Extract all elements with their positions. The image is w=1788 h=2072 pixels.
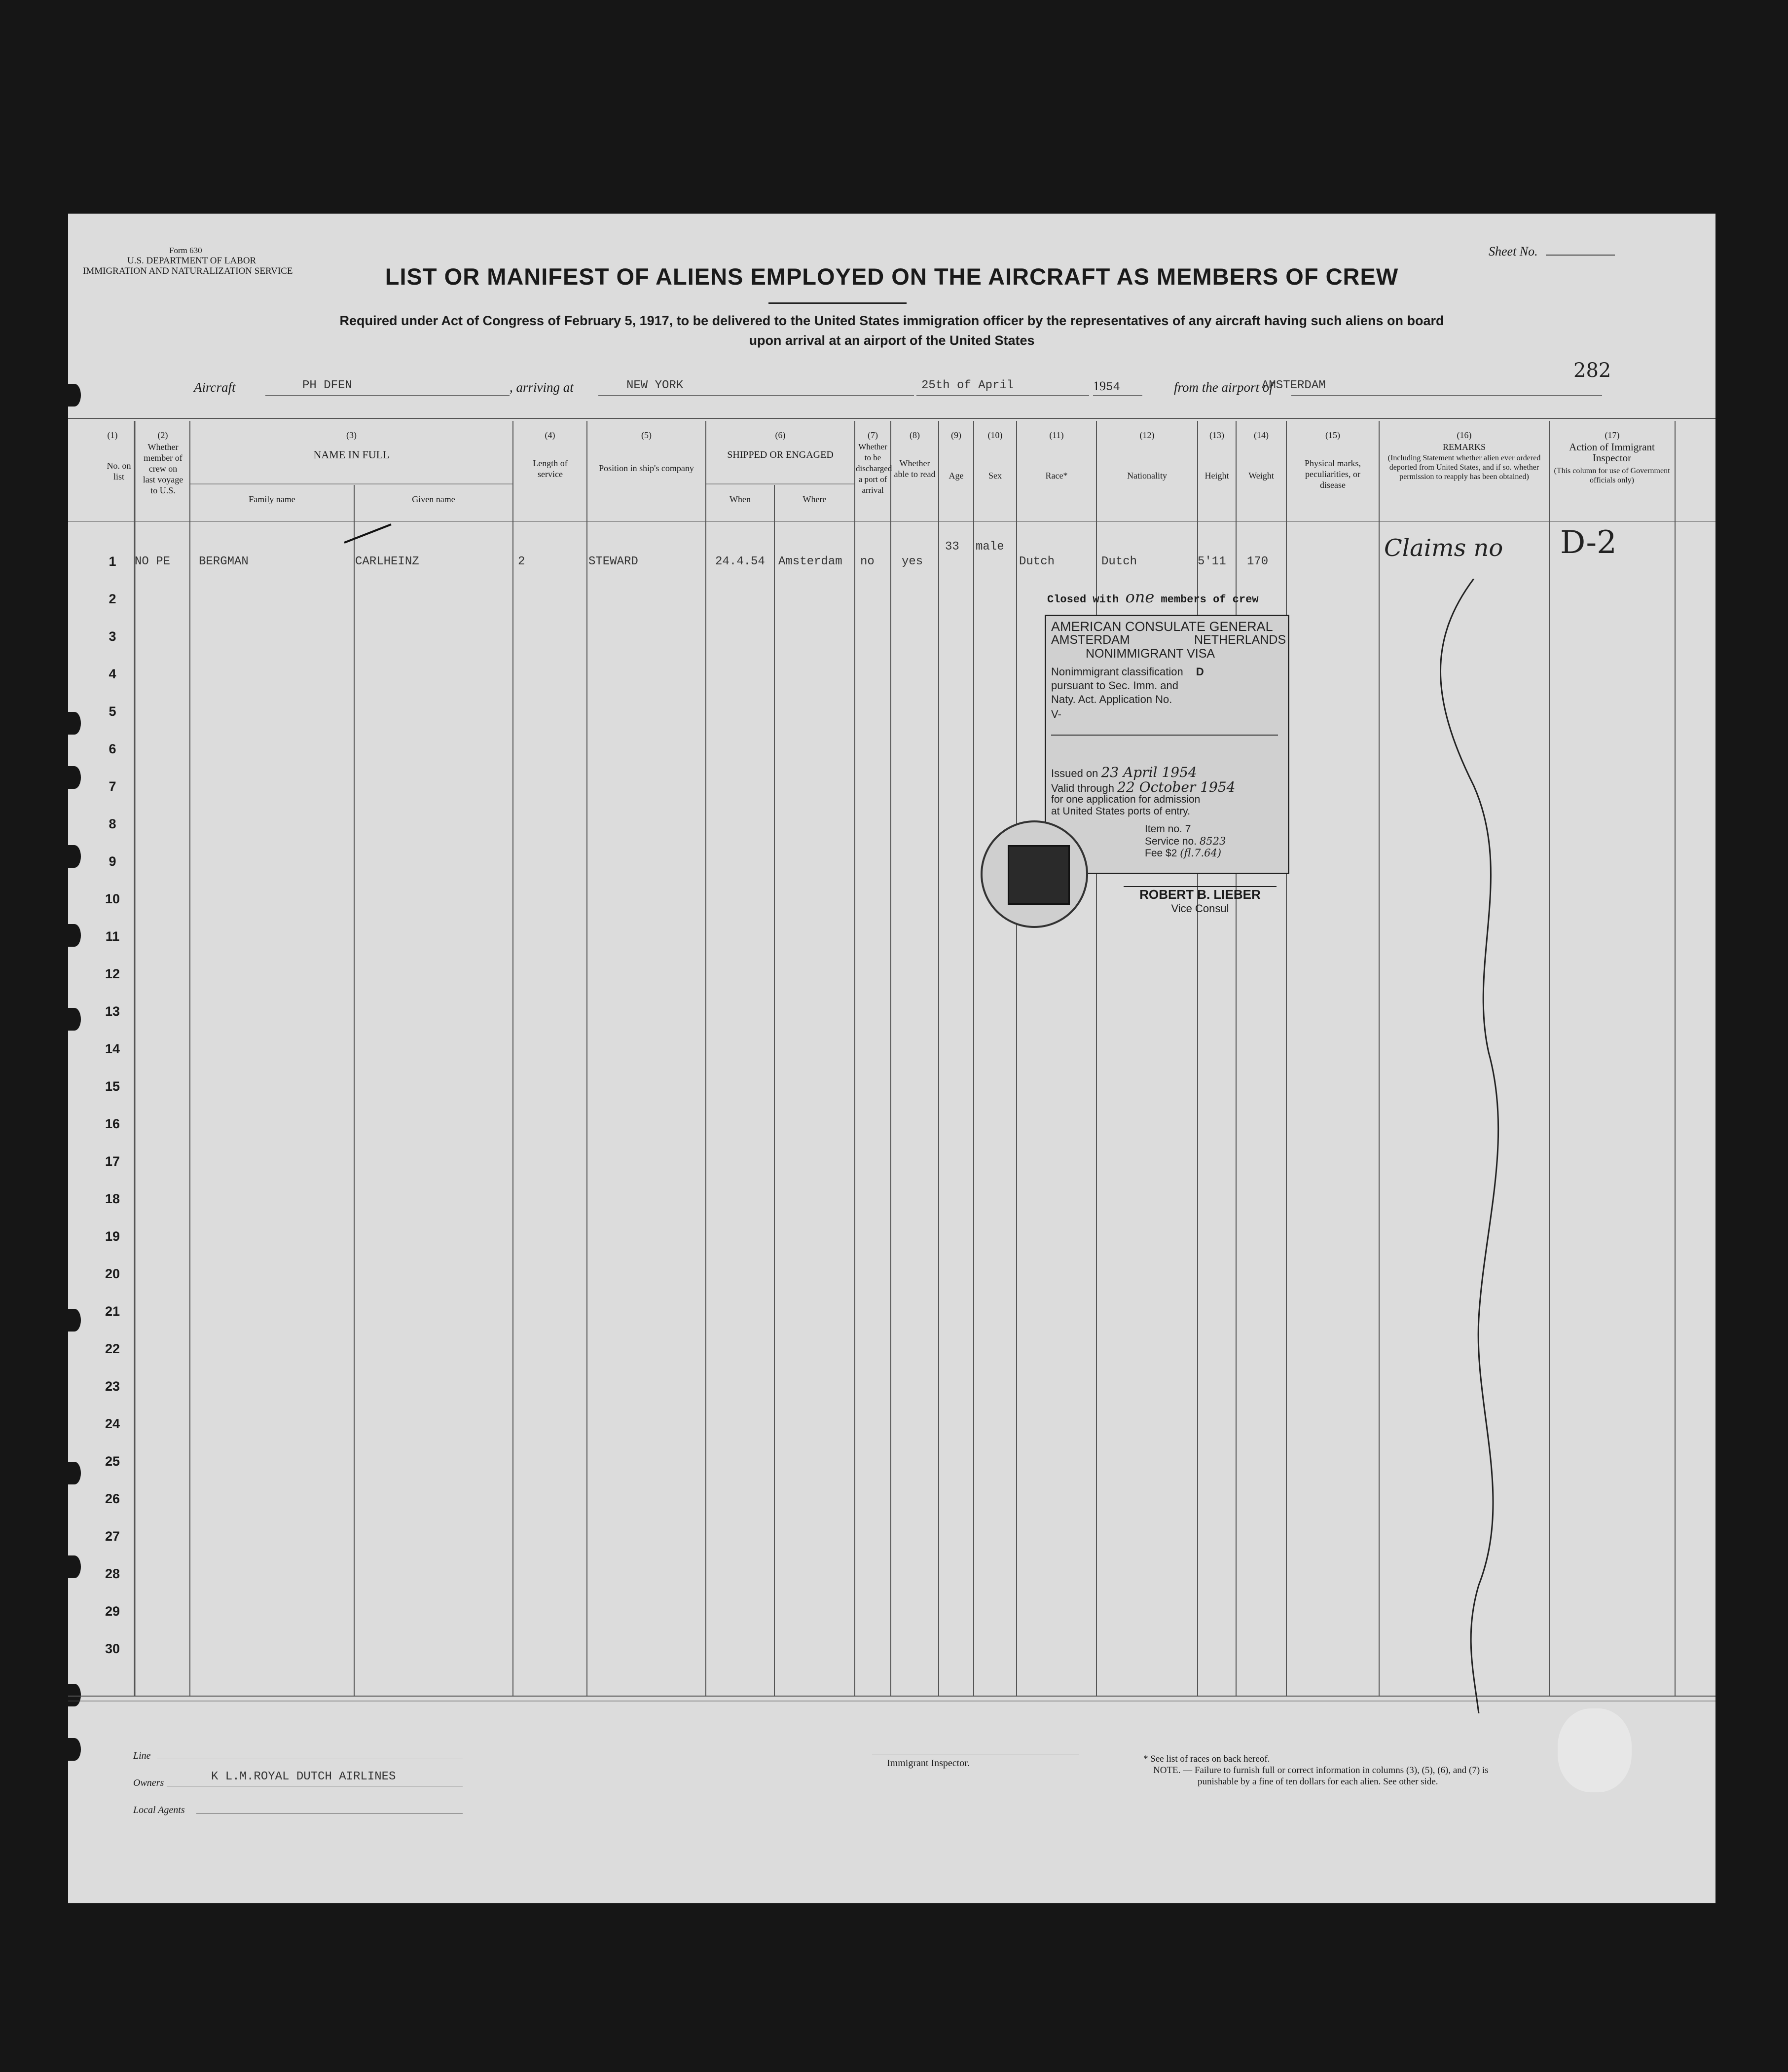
row-number: 24 [105, 1416, 120, 1431]
cell-able-to-read: yes [902, 555, 923, 568]
row-number: 13 [105, 1004, 120, 1019]
row-number: 27 [105, 1529, 120, 1544]
col-7-num: (7) [868, 430, 878, 440]
manifest-sheet [68, 214, 1715, 1903]
visa-stamp [1045, 615, 1289, 874]
col-7-label: Whether to be discharged a port of arrival [856, 442, 892, 495]
col-13-num: (13) [1209, 430, 1224, 440]
cell-height: 5'11 [1198, 555, 1226, 568]
year-printed: 19 [1093, 379, 1106, 393]
from-airport-label: from the airport of [1174, 380, 1273, 395]
signature-mark [1124, 872, 1277, 887]
col-11-label: Race* [1045, 471, 1068, 481]
row-number: 1 [109, 554, 116, 569]
row-number: 16 [105, 1116, 120, 1131]
row-number: 18 [105, 1191, 120, 1206]
col-17-label: Action of Immigrant Inspector [1569, 441, 1655, 464]
col-15-num: (15) [1325, 430, 1340, 440]
col-17-num: (17) [1605, 430, 1620, 440]
service-name: IMMIGRATION AND NATURALIZATION SERVICE [83, 266, 293, 276]
arrival-date: 25th of April [921, 379, 1014, 392]
row-number: 7 [109, 779, 116, 794]
cell-sex: male [976, 540, 1004, 554]
col-3-label: NAME IN FULL [313, 448, 390, 461]
col-4-label: Length of service [533, 458, 568, 479]
footer-owners-label: Owners [133, 1777, 164, 1788]
footer-agents-label: Local Agents [133, 1805, 185, 1815]
consul-name: ROBERT B. LIEBER [1139, 887, 1261, 902]
aircraft-label: Aircraft [194, 380, 236, 395]
ditto-wave-line [1400, 579, 1528, 1723]
cell-race: Dutch [1019, 555, 1055, 568]
stamp-fee [1145, 847, 1221, 859]
arriving-value: NEW YORK [626, 379, 684, 392]
paper-blemish [1558, 1708, 1632, 1792]
col-3-num: (3) [346, 430, 357, 440]
col-8-num: (8) [910, 430, 920, 440]
cell-family-name: BERGMAN [199, 555, 249, 568]
stamp-valid-label: Valid through [1051, 782, 1115, 794]
stamp-country: NETHERLANDS [1194, 633, 1286, 647]
col-5-num: (5) [641, 430, 652, 440]
closed-with-note [1047, 588, 1259, 606]
stamp-ports: at United States ports of entry. [1051, 806, 1191, 817]
cell-where: Amsterdam [778, 555, 842, 568]
closed-note-hand: one [1125, 588, 1155, 606]
cell-crew-last-voyage: NO PE [135, 555, 171, 568]
row-number: 23 [105, 1379, 120, 1394]
row-number: 15 [105, 1079, 120, 1094]
cell-discharged: no [860, 555, 875, 568]
stamp-service-value: 8523 [1199, 835, 1226, 847]
cell-inspector-action: D-2 [1560, 524, 1617, 561]
row-number: 14 [105, 1041, 120, 1056]
col-5-label: Position in ship's company [599, 463, 694, 473]
col-14-label: Weight [1248, 471, 1274, 481]
from-airport-value: AMSTERDAM [1262, 379, 1326, 392]
stamp-class-value: D [1196, 666, 1204, 678]
stamp-item: Item no. 7 [1145, 823, 1191, 835]
col-2-num: (2) [157, 430, 168, 440]
fee-stamp [1008, 845, 1070, 905]
footer-line-label: Line [133, 1750, 151, 1761]
footer-owners-value: K L.M.ROYAL DUTCH AIRLINES [211, 1770, 396, 1783]
col-9-label: Age [949, 471, 964, 481]
subtitle-line-2: upon arrival at an airport of the United States [749, 333, 1035, 348]
row-number: 6 [109, 741, 116, 756]
col-17-sub: (This column for use of Government officials only) [1554, 467, 1670, 484]
col-4-num: (4) [545, 430, 555, 440]
cell-weight: 170 [1247, 555, 1269, 568]
stamp-valid [1051, 779, 1235, 795]
stamp-classification [1051, 666, 1204, 678]
row-number: 11 [105, 929, 120, 944]
col-2-label: Whether member of crew on last voyage to U.S. [143, 442, 183, 495]
col-12-num: (12) [1139, 430, 1155, 440]
col-6-label: SHIPPED OR ENGAGED [727, 449, 834, 460]
footer-note-1: * See list of races on back hereof. [1143, 1754, 1270, 1764]
row-number: 28 [105, 1566, 120, 1581]
footer-note-2: NOTE. — Failure to furnish full or correct information in columns (3), (5), (6), and (7) is [1153, 1765, 1489, 1776]
year-typed: 54 [1106, 381, 1120, 394]
col-16-num: (16) [1457, 430, 1472, 440]
row-number: 19 [105, 1229, 120, 1244]
stamp-class-label: Nonimmigrant classification [1051, 666, 1183, 678]
row-number: 9 [109, 854, 116, 869]
col-3-given: Given name [412, 494, 455, 504]
col-10-label: Sex [988, 471, 1002, 481]
col-14-num: (14) [1254, 430, 1269, 440]
col-11-num: (11) [1049, 430, 1064, 440]
closed-note-suffix: members of crew [1161, 593, 1259, 606]
col-12-label: Nationality [1127, 471, 1167, 481]
stamp-service-label: Service no. [1145, 836, 1197, 847]
row-number: 22 [105, 1341, 120, 1356]
row-number: 20 [105, 1266, 120, 1281]
col-8-label: Whether able to read [894, 458, 936, 479]
aircraft-value: PH DFEN [302, 379, 352, 392]
col-6-where: Where [803, 494, 827, 504]
stamp-city: AMSTERDAM [1051, 633, 1130, 647]
col-6-when: When [730, 494, 751, 504]
row-number: 3 [109, 629, 116, 644]
stamp-valid-value: 22 October 1954 [1117, 779, 1236, 795]
row-number: 4 [109, 666, 116, 681]
col-15-label: Physical marks, peculiarities, or disease [1305, 458, 1361, 490]
stamp-fee-label: Fee $2 [1145, 848, 1177, 859]
row-number: 26 [105, 1491, 120, 1506]
stamp-issued-label: Issued on [1051, 767, 1098, 779]
stamp-issued [1051, 764, 1197, 780]
col-1-num: (1) [107, 430, 118, 440]
stamp-blank-line [1051, 735, 1278, 736]
form-number: Form 630 [169, 246, 202, 255]
row-number: 29 [105, 1604, 120, 1619]
subtitle-line-1: Required under Act of Congress of February 5, 1917, to be delivered to the United States immigration officer by the representatives of any aircraft having such aliens on board [339, 313, 1444, 328]
cell-length-of-service: 2 [518, 555, 525, 568]
col-3-family: Family name [249, 494, 295, 504]
col-9-num: (9) [951, 430, 961, 440]
row-number: 25 [105, 1454, 120, 1469]
row-number: 17 [105, 1154, 120, 1169]
sheet-label-text: Sheet No. [1489, 244, 1538, 259]
cell-nationality: Dutch [1101, 555, 1137, 568]
stamp-admission: for one application for admission [1051, 794, 1201, 805]
consul-title: Vice Consul [1171, 902, 1229, 915]
stamp-consulate: AMERICAN CONSULATE GENERAL [1051, 619, 1273, 634]
row-number: 2 [109, 592, 116, 606]
department-name: U.S. DEPARTMENT OF LABOR [127, 256, 256, 266]
closed-note-prefix: Closed with [1047, 593, 1119, 606]
cell-age: 33 [945, 540, 959, 554]
col-16-sub: (Including Statement whether alien ever ordered deported from United States, and if so. whether permission to reapply has been obtained) [1387, 454, 1541, 481]
consul-signature-block [1114, 872, 1286, 915]
stamp-application: Naty. Act. Application No. [1051, 693, 1172, 705]
arriving-label: , arriving at [510, 380, 574, 395]
page-title: LIST OR MANIFEST OF ALIENS EMPLOYED ON THE AIRCRAFT AS MEMBERS OF CREW [385, 263, 1399, 290]
col-1-label: No. on list [107, 461, 131, 481]
stamp-service [1145, 835, 1226, 848]
pen-mark [342, 522, 396, 547]
col-13-label: Height [1204, 471, 1229, 481]
row-number: 12 [105, 966, 120, 981]
cell-remarks: Claims no [1384, 534, 1503, 562]
footer-note-3: punishable by a fine of ten dollars for each alien. See other side. [1198, 1776, 1438, 1787]
cell-position: STEWARD [588, 555, 638, 568]
stamp-fee-value: (fl.7.64) [1180, 847, 1222, 859]
cell-given-name: CARLHEINZ [355, 555, 419, 568]
row-number: 8 [109, 816, 116, 831]
cell-when: 24.4.54 [715, 555, 765, 568]
row-number: 30 [105, 1641, 120, 1656]
immigrant-inspector-label: Immigrant Inspector. [887, 1758, 970, 1769]
stamp-v-number: V- [1051, 708, 1061, 720]
stamp-visa-type: NONIMMIGRANT VISA [1086, 647, 1215, 661]
stamp-issued-value: 23 April 1954 [1101, 764, 1197, 780]
stamp-pursuant: pursuant to Sec. Imm. and [1051, 679, 1179, 692]
handwritten-page-number: 282 [1573, 359, 1611, 382]
row-number: 5 [109, 704, 116, 719]
row-number: 10 [105, 891, 120, 906]
col-6-num: (6) [775, 430, 786, 440]
col-16-label: REMARKS [1442, 442, 1486, 452]
col-10-num: (10) [987, 430, 1003, 440]
row-number: 21 [105, 1304, 120, 1319]
